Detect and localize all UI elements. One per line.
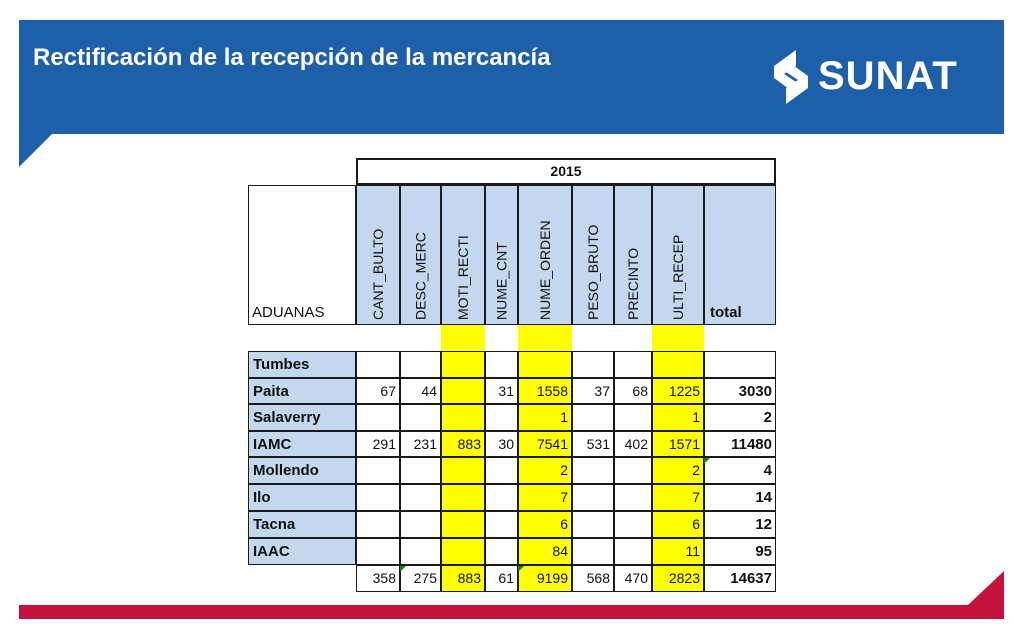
table-cell <box>485 538 518 565</box>
table-cell <box>441 378 485 404</box>
column-header-label: CANT_BULTO <box>370 228 386 320</box>
row-header-aduanas: ADUANAS <box>248 185 356 325</box>
column-header <box>518 185 572 325</box>
slide-title: Rectificación de la recepción de la mercancía <box>33 44 551 71</box>
table-cell <box>614 511 652 538</box>
row-total: 12 <box>704 511 776 538</box>
table-cell: 11 <box>652 538 704 565</box>
table-cell <box>441 351 485 378</box>
table-cell <box>356 351 400 378</box>
comment-flag-icon <box>400 566 406 572</box>
table-cell: 67 <box>356 378 400 404</box>
column-header-label: ULTI_RECEP <box>670 234 686 320</box>
table-cell: 31 <box>485 378 518 404</box>
sunat-logo <box>748 26 978 98</box>
table-cell <box>485 404 518 431</box>
table-cell <box>614 404 652 431</box>
table-cell <box>356 404 400 431</box>
table-cell <box>400 484 441 511</box>
table-cell <box>485 511 518 538</box>
table-cell <box>441 404 485 431</box>
grand-total: 14637 <box>704 565 776 592</box>
column-header <box>614 185 652 325</box>
column-header <box>485 185 518 325</box>
table-cell <box>356 538 400 565</box>
table-cell: 2 <box>518 457 572 484</box>
row-label: Tacna <box>248 511 356 538</box>
totals-cell: 358 <box>356 565 400 592</box>
table-cell <box>441 511 485 538</box>
header-tail-shape <box>19 133 53 167</box>
table-cell: 402 <box>614 431 652 457</box>
table-cell <box>652 351 704 378</box>
column-header-label: PRECINTO <box>625 247 641 320</box>
table-cell <box>400 457 441 484</box>
table-cell: 68 <box>614 378 652 404</box>
row-label: Mollendo <box>248 457 356 484</box>
table-cell <box>518 351 572 378</box>
row-label: Tumbes <box>248 351 356 378</box>
column-header <box>572 185 614 325</box>
row-total: 95 <box>704 538 776 565</box>
year-header: 2015 <box>356 158 776 185</box>
logo-text: SUNAT <box>818 54 958 98</box>
table-cell: 883 <box>441 431 485 457</box>
totals-cell: 9199 <box>518 565 572 592</box>
table-cell: 1571 <box>652 431 704 457</box>
table-cell: 7 <box>518 484 572 511</box>
table-cell <box>572 351 614 378</box>
table-cell: 30 <box>485 431 518 457</box>
table-cell <box>441 484 485 511</box>
table-cell: 291 <box>356 431 400 457</box>
table-cell <box>400 511 441 538</box>
table-cell <box>614 484 652 511</box>
column-header-label: NUME_CNT <box>493 242 510 320</box>
footer-band <box>19 605 1004 619</box>
table-cell <box>614 351 652 378</box>
table-cell: 231 <box>400 431 441 457</box>
table-cell: 44 <box>400 378 441 404</box>
table-cell <box>572 404 614 431</box>
totals-cell: 275 <box>400 565 441 592</box>
table-cell <box>572 538 614 565</box>
column-header <box>356 185 400 325</box>
table-cell <box>572 457 614 484</box>
row-label: Paita <box>248 378 356 404</box>
footer-triangle <box>968 571 1004 605</box>
totals-cell: 470 <box>614 565 652 592</box>
comment-flag-icon <box>704 458 710 464</box>
table-cell <box>572 511 614 538</box>
table-cell: 7541 <box>518 431 572 457</box>
table-cell <box>400 404 441 431</box>
table-cell: 2 <box>652 457 704 484</box>
totals-cell: 568 <box>572 565 614 592</box>
column-header <box>441 185 485 325</box>
table-cell <box>572 484 614 511</box>
column-header-label: NUME_ORDEN <box>537 220 553 320</box>
row-label: IAMC <box>248 431 356 457</box>
table-cell <box>441 457 485 484</box>
table-cell: 6 <box>652 511 704 538</box>
highlight-gap <box>652 325 704 351</box>
column-header-label: PESO_BRUTO <box>585 224 601 320</box>
column-header-label: DESC_MERC <box>412 232 429 320</box>
table-cell <box>356 457 400 484</box>
table-cell <box>400 538 441 565</box>
table-cell <box>441 538 485 565</box>
table-cell <box>485 484 518 511</box>
comment-flag-icon <box>518 566 524 572</box>
sunat-logo-icon <box>766 48 816 106</box>
highlight-gap <box>518 325 572 351</box>
table-cell <box>614 538 652 565</box>
row-total: 14 <box>704 484 776 511</box>
table-cell <box>356 484 400 511</box>
table-cell <box>485 457 518 484</box>
row-total <box>704 351 776 378</box>
table-cell: 531 <box>572 431 614 457</box>
row-total: 4 <box>704 457 776 484</box>
table-cell: 7 <box>652 484 704 511</box>
totals-cell: 2823 <box>652 565 704 592</box>
table-cell <box>485 351 518 378</box>
column-header <box>652 185 704 325</box>
table-cell: 1 <box>652 404 704 431</box>
table-cell: 84 <box>518 538 572 565</box>
table-cell: 1558 <box>518 378 572 404</box>
table-cell: 37 <box>572 378 614 404</box>
row-total: 11480 <box>704 431 776 457</box>
row-label: Ilo <box>248 484 356 511</box>
row-total: 3030 <box>704 378 776 404</box>
table-cell: 1225 <box>652 378 704 404</box>
totals-cell: 61 <box>485 565 518 592</box>
row-total: 2 <box>704 404 776 431</box>
table-cell: 1 <box>518 404 572 431</box>
column-header-label: MOTI_RECTI <box>455 235 471 320</box>
row-label: IAAC <box>248 538 356 565</box>
column-header <box>400 185 441 325</box>
total-header: total <box>704 185 776 325</box>
highlight-gap <box>441 325 485 351</box>
row-label: Salaverry <box>248 404 356 431</box>
table-cell <box>400 351 441 378</box>
table-cell: 6 <box>518 511 572 538</box>
totals-cell: 883 <box>441 565 485 592</box>
table-cell <box>356 511 400 538</box>
table-cell <box>614 457 652 484</box>
